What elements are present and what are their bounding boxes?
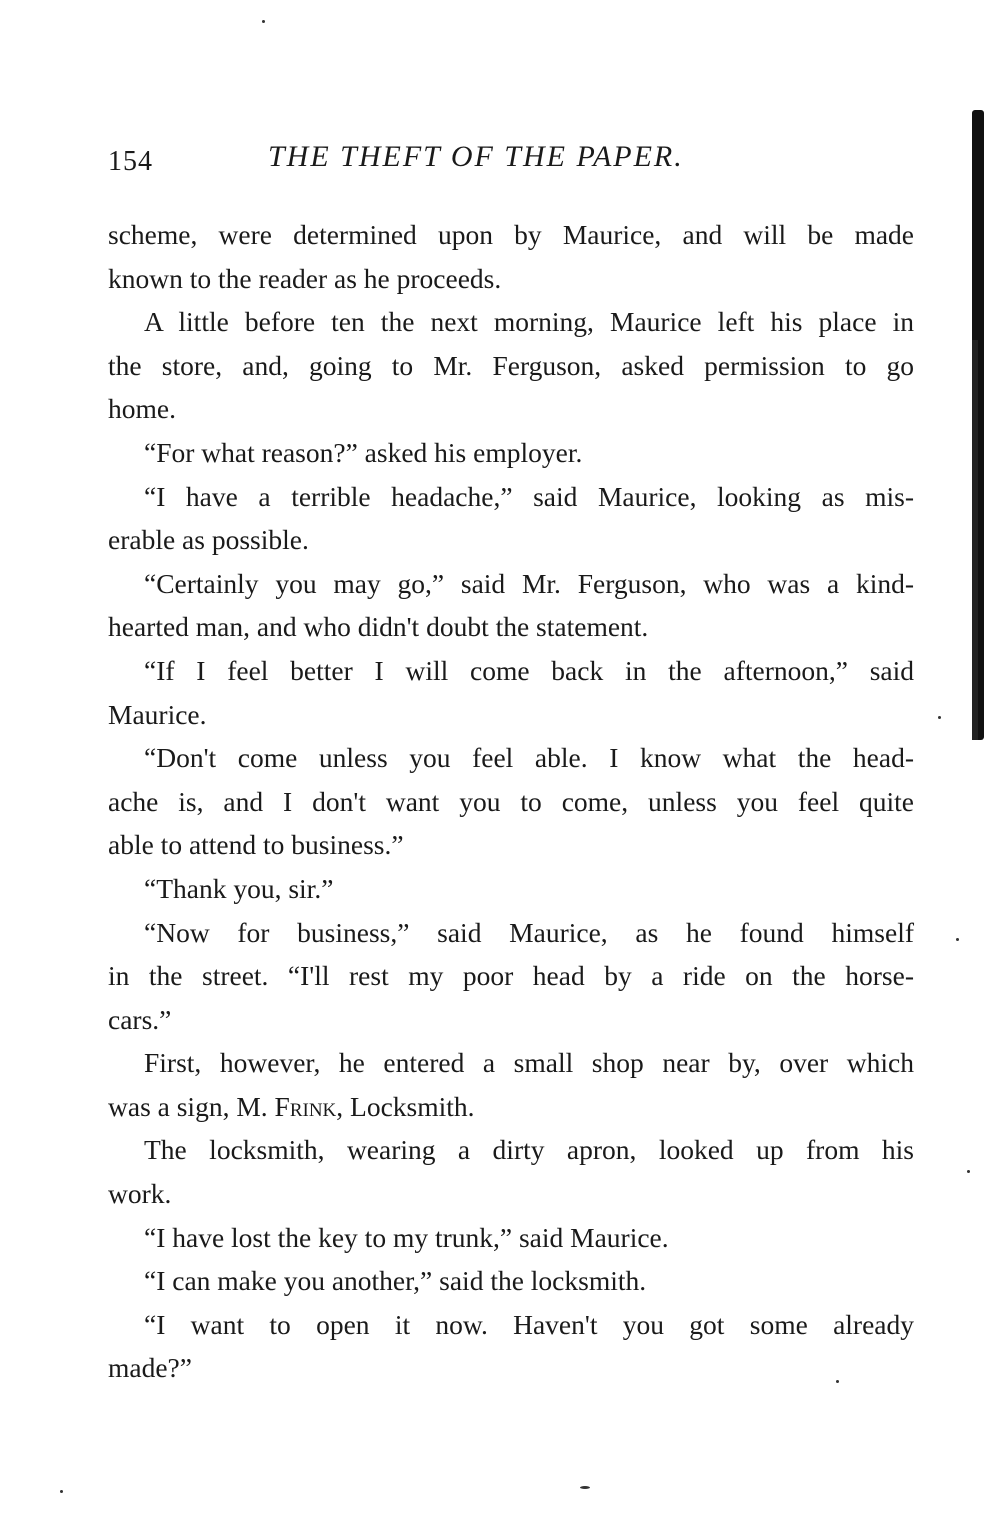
text-line: in the street. “I'll rest my poor head by a ride on the horse- xyxy=(108,960,914,992)
text-line: “If I feel better I will come back in the afternoon,” said xyxy=(144,654,914,686)
text-line: “I can make you another,” said the locksmith. xyxy=(144,1265,647,1297)
text-line: “I want to open it now. Haven't you got some already xyxy=(144,1308,914,1340)
scan-speck xyxy=(956,938,959,941)
running-title: THE THEFT OF THE PAPER. xyxy=(268,140,684,173)
text-line: “Now for business,” said Maurice, as he found himself xyxy=(144,916,914,948)
text-line xyxy=(108,1085,914,1129)
text-line: able to attend to business.” xyxy=(108,829,404,861)
body-text xyxy=(108,213,914,1390)
scan-speck xyxy=(262,20,265,23)
text-line: Maurice. xyxy=(108,698,207,730)
text-line: work. xyxy=(108,1178,172,1210)
scan-speck xyxy=(967,1170,970,1173)
page-header xyxy=(108,140,918,180)
text-line: “For what reason?” asked his employer. xyxy=(144,436,583,468)
text-line: erable as possible. xyxy=(108,524,309,556)
text-line: A little before ten the next morning, Maurice left his place in xyxy=(144,306,914,338)
text-line: scheme, were determined upon by Maurice, and will be made xyxy=(108,219,914,250)
text-line: known to the reader as he proceeds. xyxy=(108,262,502,294)
page-number: 154 xyxy=(108,146,153,177)
text-line: First, however, he entered a small shop near by, over which xyxy=(144,1047,914,1079)
scan-speck xyxy=(836,1380,839,1383)
scan-speck xyxy=(580,1486,590,1489)
text-line: “Don't come unless you feel able. I know what the head- xyxy=(144,742,914,774)
text-line: hearted man, and who didn't doubt the statement. xyxy=(108,611,649,643)
scan-speck xyxy=(60,1490,63,1493)
sign-line-suffix: , Locksmith. xyxy=(336,1090,475,1122)
text-line: “Thank you, sir.” xyxy=(144,872,334,904)
text-line: ache is, and I don't want you to come, unless you feel quite xyxy=(108,785,914,817)
text-line: the store, and, going to Mr. Ferguson, asked permission to go xyxy=(108,349,914,381)
text-line: home. xyxy=(108,393,176,425)
text-line: cars.” xyxy=(108,1003,172,1035)
scan-edge-shadow-inner xyxy=(972,340,978,740)
text-line: “Certainly you may go,” said Mr. Ferguson, who was a kind- xyxy=(144,567,914,599)
text-line: “I have a terrible headache,” said Maurice, looking as mis- xyxy=(144,480,914,512)
text-line: The locksmith, wearing a dirty apron, looked up from his xyxy=(144,1134,914,1166)
sign-name: Frink xyxy=(274,1090,337,1122)
text-line: “I have lost the key to my trunk,” said Maurice. xyxy=(144,1221,669,1253)
text-line: made?” xyxy=(108,1352,192,1384)
sign-line-prefix: was a sign, M. xyxy=(108,1090,275,1122)
scan-speck xyxy=(938,716,941,719)
